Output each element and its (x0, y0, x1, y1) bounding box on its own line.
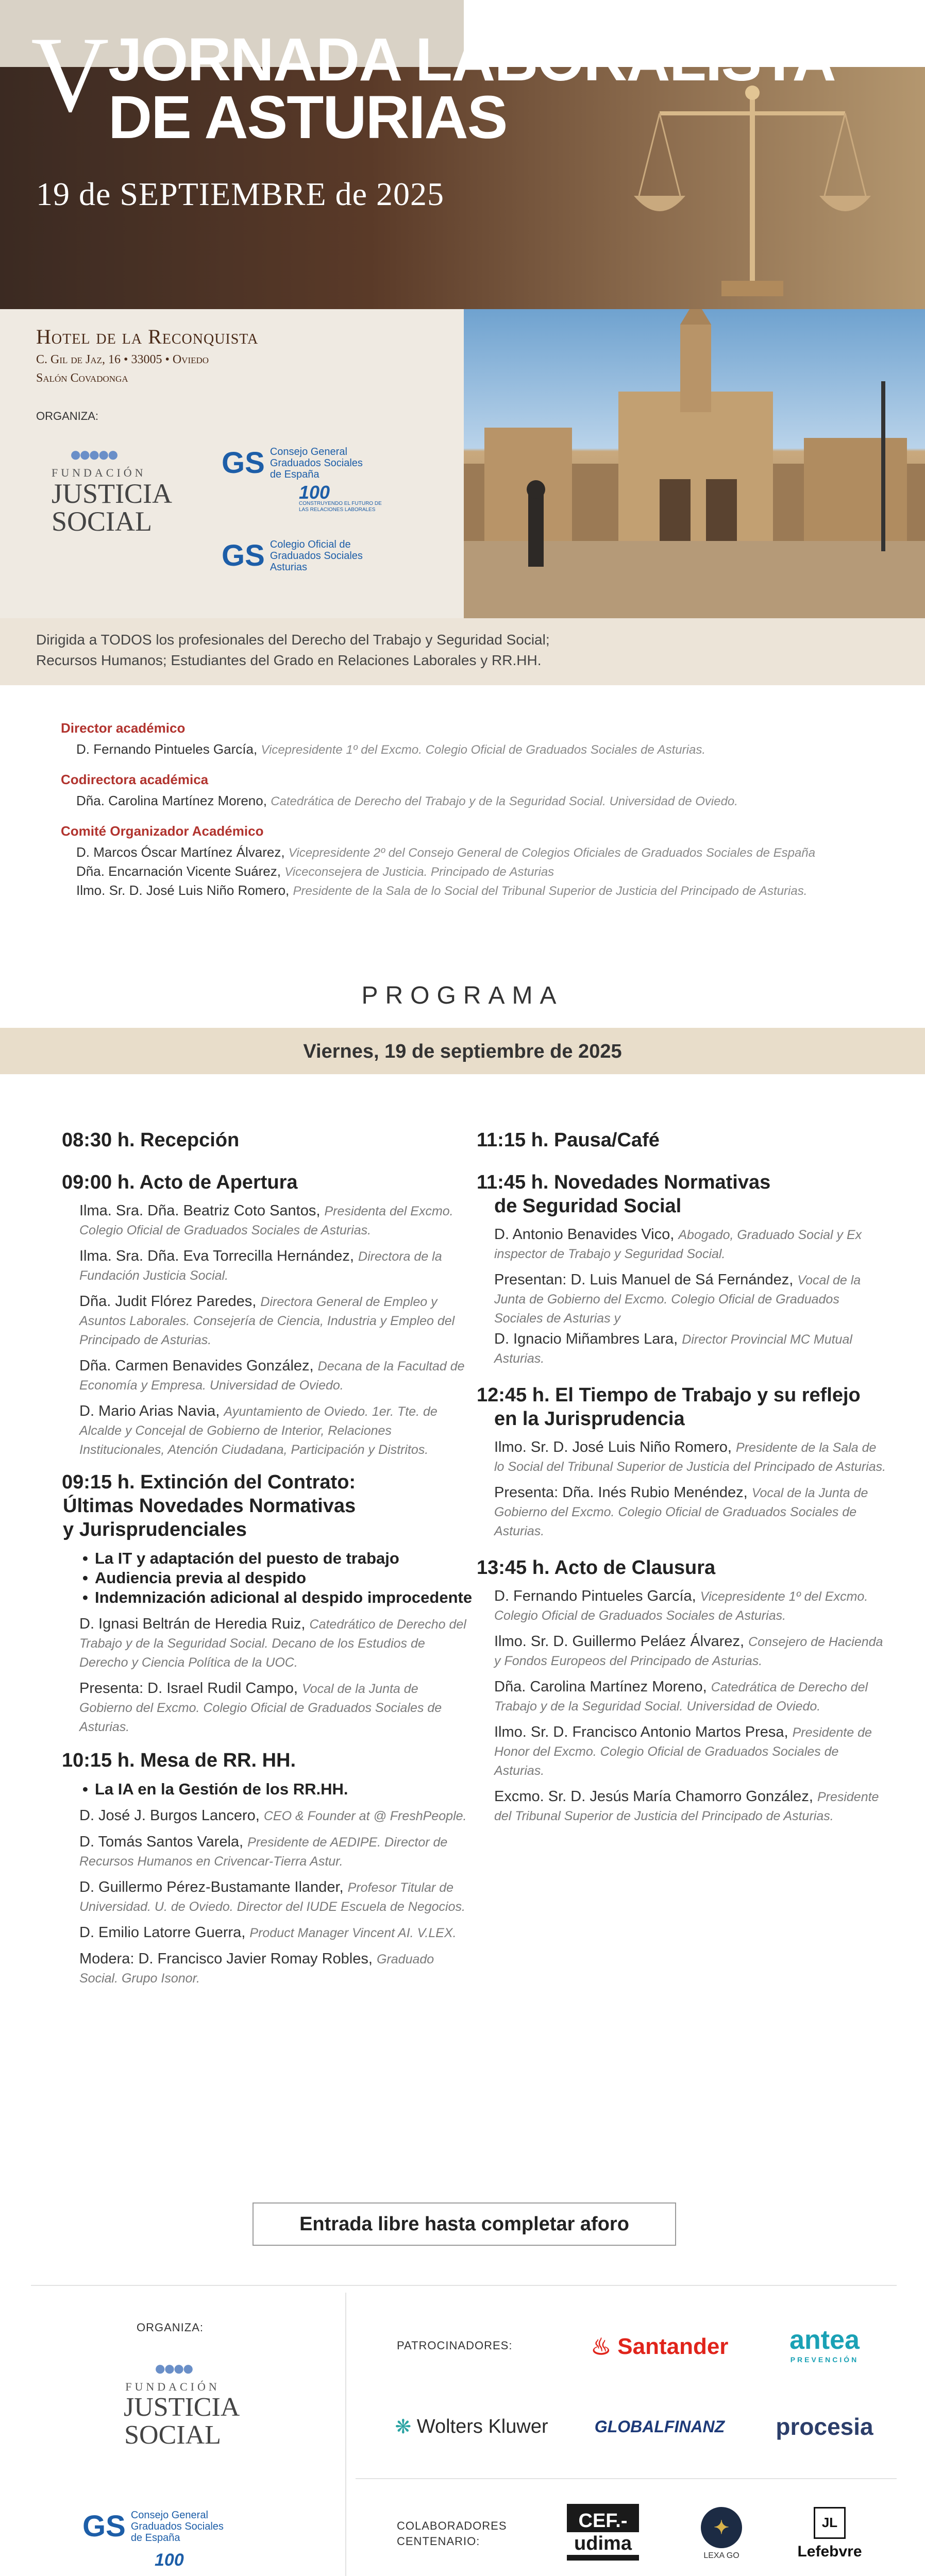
patrocinadores-label: PATROCINADORES: (397, 2339, 513, 2352)
speaker-role: Vocal de la Junta de Gobierno del Excmo. Colegio Oficial de Graduados Sociales de Asturias. (79, 1682, 442, 1734)
consejo-general-logo-2 (82, 2509, 224, 2544)
children-icon: ●●●● (154, 2357, 192, 2380)
speaker-role: Catedrática de Derecho del Trabajo y de la Seguridad Social. Universidad de Oviedo. (494, 1680, 868, 1714)
fundacion-justicia-social-logo (52, 443, 173, 537)
speaker-role: Vocal de la Junta de Gobierno del Excmo. Colegio Oficial de Graduados Sociales de Asturias y (494, 1273, 861, 1326)
colaboradores-label (397, 2518, 507, 2549)
programa-title: PROGRAMA (361, 982, 564, 1009)
speaker-name: D. Emilio Latorre Guerra, (79, 1924, 246, 1941)
speaker-name: Ilma. Sra. Dña. Beatriz Coto Santos, (79, 1202, 321, 1219)
speaker-name: D. Fernando Pintueles García, (494, 1588, 696, 1604)
program-right-column (477, 1128, 889, 1833)
speaker-role: Consejero de Hacienda y Fondos Europeos del Principado de Asturias. (494, 1635, 883, 1668)
lexago-icon: ✦ (701, 2507, 742, 2548)
speaker (62, 1806, 474, 1825)
block-line: en la Jurisprudencia (494, 1408, 685, 1430)
block-clausura: 13:45 h. Acto de Clausura (477, 1557, 716, 1579)
speaker-name: Dña. Carolina Martínez Moreno, (494, 1679, 707, 1695)
organiza-label-2: ORGANIZA: (137, 2321, 204, 2334)
program-left-column (62, 1128, 474, 1995)
cef-text: CEF.- (578, 2510, 628, 2532)
block-recepcion: 08:30 h. Recepción (62, 1129, 240, 1151)
speaker-role: Presidente de AEDIPE. Director de Recursos Humanos en Crivencar-Tierra Astur. (79, 1835, 448, 1869)
ca-line-3: Asturias (270, 561, 308, 573)
speaker (62, 1402, 474, 1459)
room-name: Salón Covadonga (36, 371, 128, 385)
speaker-role: Abogado, Graduado Social y Ex inspector de Trabajo y Seguridad Social. (494, 1228, 862, 1261)
block-line: 09:15 h. Extinción del Contrato: (62, 1471, 356, 1493)
globalfinanz-logo: GLOBALFINANZ (594, 2417, 725, 2436)
codirectora-person (76, 793, 911, 809)
fundacion-justicia-social-logo-2 (124, 2357, 240, 2450)
speaker-name: D. Ignacio Miñambres Lara, (494, 1331, 678, 1347)
title-line-2: DE ASTURIAS (108, 83, 507, 151)
speaker-name: Dña. Judit Flórez Paredes, (79, 1293, 257, 1310)
block-pausa: 11:15 h. Pausa/Café (477, 1129, 660, 1151)
speaker (477, 1677, 889, 1716)
block-tiempo-trabajo (477, 1383, 889, 1431)
lefebvre-text: Lefebvre (797, 2543, 862, 2560)
block-seguridad-social (477, 1171, 889, 1218)
speaker (477, 1438, 889, 1476)
audience-text (36, 630, 550, 671)
social-word: SOCIAL (52, 506, 153, 537)
santander-text: Santander (617, 2334, 729, 2359)
topic-bullet: • La IT y adaptación del puesto de trabajo (62, 1549, 474, 1568)
antea-logo (773, 2321, 876, 2367)
free-entry-notice: Entrada libre hasta completar aforo (253, 2202, 676, 2246)
block-line: y Jurisprudenciales (63, 1519, 247, 1540)
lefebvre-icon: JL (814, 2507, 846, 2539)
colegio-asturias-logo (222, 538, 363, 573)
divider (345, 2293, 346, 2576)
speaker-role: Presidente de Honor del Excmo. Colegio Oficial de Graduados Sociales de Asturias. (494, 1725, 872, 1778)
codirectora-title: Codirectora académica (61, 772, 209, 787)
member-name: Dña. Encarnación Vicente Suárez, (76, 863, 281, 879)
lefebvre-logo (783, 2501, 876, 2566)
director-role: Vicepresidente 1º del Excmo. Colegio Oficial de Graduados Sociales de Asturias. (261, 743, 705, 757)
cg-line-1: Consejo General (130, 2509, 208, 2521)
speaker (62, 1833, 474, 1871)
procesia-logo (768, 2401, 881, 2452)
speaker-role: Directora General de Empleo y Asuntos Laborales. Consejería de Ciencia, Industria y Empleo del Principado de Asturias. (79, 1295, 455, 1347)
block-line: 11:45 h. Novedades Normativas (477, 1172, 771, 1193)
organiza-label: ORGANIZA: (36, 410, 99, 422)
venue-address (36, 350, 209, 387)
speaker (477, 1330, 889, 1368)
speaker-role: Graduado Social. Grupo Isonor. (79, 1952, 434, 1986)
speaker-name: Ilmo. Sr. D. Francisco Antonio Martos Presa, (494, 1724, 788, 1740)
member-role: Vicepresidente 2º del Consejo General de Colegios Oficiales de Graduados Sociales de España (288, 846, 816, 860)
social-word: SOCIAL (124, 2420, 221, 2450)
speaker (62, 1292, 474, 1349)
speaker-name: Modera: D. Francisco Javier Romay Robles, (79, 1951, 373, 1967)
santander-logo: ♨ Santander (591, 2334, 729, 2360)
speaker-name: D. Tomás Santos Varela, (79, 1834, 244, 1850)
wolters-kluwer-logo: ❋ Wolters Kluwer (395, 2415, 548, 2438)
speaker-role: Director Provincial MC Mutual Asturias. (494, 1332, 852, 1366)
director-person (76, 741, 911, 757)
comite-member-2 (76, 863, 911, 879)
children-icon: ●●●●● (69, 443, 116, 466)
divider (31, 2285, 897, 2286)
gs-mark-icon-2: GS (222, 539, 265, 572)
cathedral-photo (464, 309, 925, 618)
cg-line-3: de España (270, 468, 319, 480)
fundacion-word: FUNDACIÓN (52, 466, 146, 479)
member-name: Ilmo. Sr. D. José Luis Niño Romero, (76, 883, 290, 898)
speaker-role: Catedrático de Derecho del Trabajo y de la Seguridad Social. Decano de los Estudios de Derecho y Ciencia Política de la UOC. (79, 1617, 466, 1670)
justicia-word: JUSTICIA (52, 478, 173, 509)
block-mesa-rrhh: 10:15 h. Mesa de RR. HH. (62, 1750, 296, 1771)
speaker-name: D. Mario Arias Navia, (79, 1403, 220, 1419)
ca-line-2: Graduados Sociales (270, 550, 363, 562)
lexago-logo (691, 2501, 752, 2566)
speaker (477, 1270, 889, 1328)
speaker-role: Vicepresidente 1º del Excmo. Colegio Oficial de Graduados Sociales de Asturias. (494, 1589, 868, 1623)
speaker-role: Presidente de la Sala de lo Social del Tribunal Superior de Justicia del Principado de Asturias. (494, 1440, 886, 1474)
speaker-role: Directora de la Fundación Justicia Social. (79, 1249, 442, 1283)
speaker-name: D. Guillermo Pérez-Bustamante Ilander, (79, 1879, 344, 1895)
fundacion-word: FUNDACIÓN (125, 2380, 220, 2393)
comite-member-3 (76, 883, 911, 899)
consejo-general-logo (222, 446, 363, 480)
colab-label-line: CENTENARIO: (397, 2535, 480, 2548)
block-line: de Seguridad Social (494, 1195, 682, 1217)
title-line-1: JORNADA LABORALISTA (108, 26, 835, 94)
procesia-text: procesia (776, 2413, 873, 2440)
antea-sub: PREVENCIÓN (790, 2355, 859, 2364)
speaker (62, 1201, 474, 1240)
topic-bullet: • La IA en la Gestión de los RR.HH. (62, 1780, 474, 1799)
cien-mark-2: 100 (155, 2550, 184, 2570)
speaker-role: Presidenta del Excmo. Colegio Oficial de Graduados Sociales de Asturias. (79, 1204, 453, 1238)
codirectora-role: Catedrática de Derecho del Trabajo y de la Seguridad Social. Universidad de Oviedo. (271, 794, 738, 808)
speaker-role: Product Manager Vincent AI. V.LEX. (249, 1926, 457, 1940)
lexago-text: LEXA GO (703, 2551, 739, 2560)
block-line: Últimas Novedades Normativas (63, 1495, 356, 1517)
block-extincion (62, 1470, 474, 1541)
cien-claim: CONSTRUYENDO EL FUTURO DE LAS RELACIONES LABORALES (299, 501, 382, 513)
speaker-name: D. Ignasi Beltrán de Heredia Ruiz, (79, 1616, 306, 1632)
comite-member-1 (76, 844, 911, 860)
speaker-role: Profesor Titular de Universidad. U. de Oviedo. Director del IUDE Escuela de Negocios. (79, 1880, 465, 1914)
program-day: Viernes, 19 de septiembre de 2025 (303, 1041, 622, 1062)
cg-line-2: Graduados Sociales (130, 2520, 224, 2532)
speaker (477, 1587, 889, 1625)
speaker-role: Vocal de la Junta de Gobierno del Excmo. Colegio Oficial de Graduados Sociales de Asturias. (494, 1486, 868, 1538)
speaker (477, 1787, 889, 1825)
gs-mark-icon: GS (82, 2510, 126, 2543)
speaker-name: Ilma. Sra. Dña. Eva Torrecilla Hernández, (79, 1248, 354, 1264)
topic-bullet: • Indemnización adicional al despido improcedente (62, 1588, 474, 1607)
topic-bullet: • Audiencia previa al despido (62, 1568, 474, 1588)
udima-text: udima (567, 2532, 639, 2555)
speaker-name: D. José J. Burgos Lancero, (79, 1807, 260, 1824)
speaker-name: Presenta: D. Israel Rudil Campo, (79, 1680, 298, 1697)
ca-line-1: Colegio Oficial de (270, 538, 351, 550)
speaker-name: Dña. Carmen Benavides González, (79, 1358, 314, 1374)
speaker (62, 1615, 474, 1672)
speaker (62, 1679, 474, 1736)
event-date: 19 de SEPTIEMBRE de 2025 (36, 176, 444, 212)
address-line: C. Gil de Jaz, 16 • 33005 • Oviedo (36, 353, 209, 366)
speaker (477, 1723, 889, 1780)
speaker-name: Excmo. Sr. D. Jesús María Chamorro González, (494, 1788, 813, 1805)
justicia-word: JUSTICIA (124, 2393, 240, 2422)
director-name: D. Fernando Pintueles García, (76, 741, 258, 757)
cef-udima-logo (567, 2504, 639, 2561)
centenario-badge (299, 482, 386, 513)
cien-mark: 100 (299, 482, 330, 503)
speaker (62, 1247, 474, 1285)
colab-label-line: COLABORADORES (397, 2519, 507, 2532)
gs-mark-icon: GS (222, 446, 265, 480)
speaker (62, 1878, 474, 1916)
member-role: Viceconsejera de Justicia. Principado de Asturias (284, 865, 554, 879)
speaker (62, 1950, 474, 1988)
speaker-role: Presidente del Tribunal Superior de Justicia del Principado de Asturias. (494, 1790, 879, 1823)
audience-line-1: Dirigida a TODOS los profesionales del Derecho del Trabajo y Seguridad Social; (36, 632, 550, 648)
block-apertura: 09:00 h. Acto de Apertura (62, 1172, 298, 1193)
speaker-name: Ilmo. Sr. D. José Luis Niño Romero, (494, 1439, 732, 1455)
director-title: Director académico (61, 720, 186, 736)
speaker-name: Presenta: Dña. Inés Rubio Menéndez, (494, 1484, 748, 1501)
speaker-role: CEO & Founder at @ FreshPeople. (263, 1809, 467, 1823)
speaker-role: Ayuntamiento de Oviedo. 1er. Tte. de Alcalde y Concejal de Gobierno de Interior, Relaciones Institucionales, Atención Ciudadana, Participación y Distritos. (79, 1404, 438, 1457)
cg-line-2: Graduados Sociales (270, 457, 363, 469)
divider (356, 2478, 897, 2479)
speaker-name: Presentan: D. Luis Manuel de Sá Fernández, (494, 1272, 794, 1288)
cg-line-3: de España (130, 2532, 180, 2544)
audience-line-2: Recursos Humanos; Estudiantes del Grado en Relaciones Laborales y RR.HH. (36, 652, 542, 668)
antea-text: antea (789, 2325, 860, 2355)
member-role: Presidente de la Sala de lo Social del Tribunal Superior de Justicia del Principado de Asturias. (293, 884, 808, 898)
edition-roman: V (31, 15, 109, 134)
speaker-name: Ilmo. Sr. D. Guillermo Peláez Álvarez, (494, 1633, 745, 1650)
event-title (108, 26, 835, 151)
member-name: D. Marcos Óscar Martínez Álvarez, (76, 844, 285, 860)
codirectora-name: Dña. Carolina Martínez Moreno, (76, 793, 267, 808)
speaker (477, 1632, 889, 1670)
speaker (62, 1923, 474, 1942)
speaker (477, 1225, 889, 1263)
speaker (62, 1357, 474, 1395)
committee (61, 720, 911, 902)
block-line: 12:45 h. El Tiempo de Trabajo y su reflejo (477, 1384, 861, 1406)
speaker-name: D. Antonio Benavides Vico, (494, 1226, 675, 1243)
speaker (477, 1483, 889, 1540)
wolters-text: Wolters Kluwer (416, 2415, 548, 2437)
speaker-role: Decana de la Facultad de Economía y Empresa. Universidad de Oviedo. (79, 1359, 465, 1393)
cathedral-illustration (464, 309, 925, 618)
hotel-name: Hotel de la Reconquista (36, 325, 259, 348)
comite-title: Comité Organizador Académico (61, 823, 264, 839)
cg-line-1: Consejo General (270, 446, 347, 457)
